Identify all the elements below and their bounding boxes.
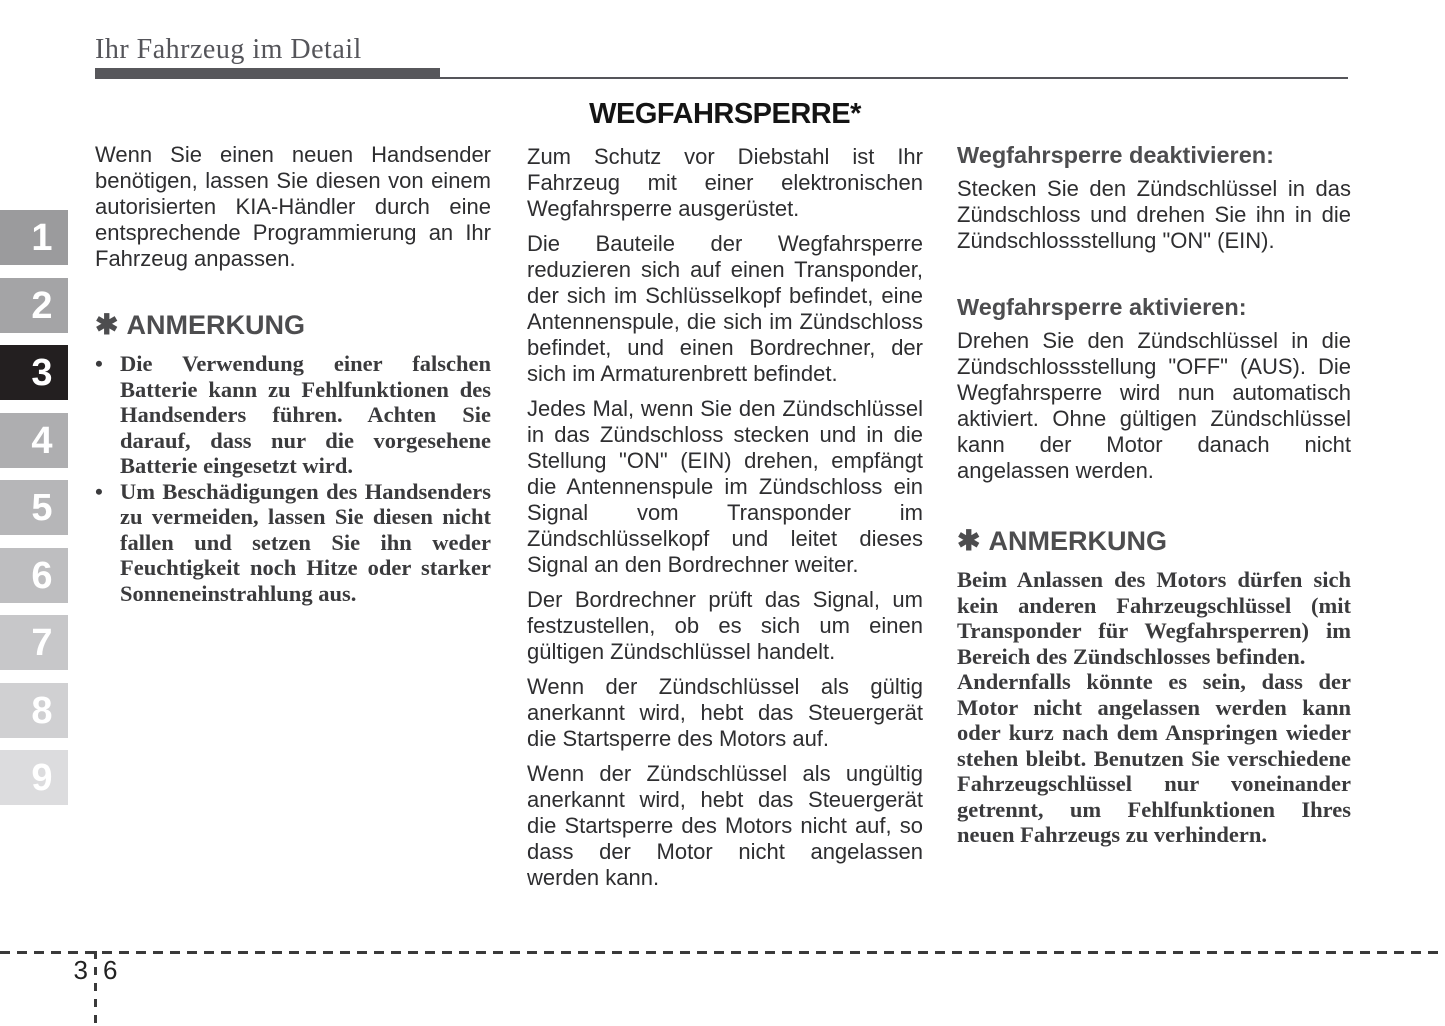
sidebar-tab-2[interactable] [0,278,68,333]
subsection-activate [957,294,1351,484]
bullet-icon: • [95,478,103,504]
asterisk-note-icon: ✱ [95,309,119,340]
page-title: Ihr Fahrzeug im Detail [95,34,362,65]
tab-label: 5 [31,486,53,529]
note-paragraph: Andernfalls könnte es sein, dass der Motor nicht angelassen werden kann oder kurz nach dem Anspringen wieder stehen bleibt. Benutzen Sie verschiedene Fahrzeugschlüssel nur voneinander getrennt, um Fehlfunktionen Ihres neuen Fahrzeugs zu verhindern. [957,669,1351,847]
footer-chapter-number: 3 [73,955,88,985]
note-block [957,524,1351,848]
subsection-heading: Wegfahrsperre aktivieren: [957,294,1247,320]
bullet-icon: • [95,351,103,376]
note-title: ANMERKUNG [988,526,1167,556]
column-center [527,98,923,891]
section-title: WEGFAHRSPERRE* [589,98,861,130]
tab-label: 7 [31,621,53,664]
sidebar-tab-4[interactable] [0,413,68,468]
paragraph: Drehen Sie den Zündschlüssel in die Zündschlossstellung "OFF" (AUS). Die Wegfahrsperre wird nun automatisch aktiviert. Ohne gültigen Zündschlüssel kann der Motor danach nicht angelassen werden. [957,328,1351,483]
note-bullet-text: Die Verwendung einer falschen Batterie kann zu Fehlfunktionen des Handsenders führen. Achten Sie darauf, dass nur die vorgesehene Batterie eingesetzt wird. [120,351,491,478]
note-list [95,351,491,606]
subsection-heading: Wegfahrsperre deaktivieren: [957,142,1274,168]
column-right [957,142,1351,848]
footer-divider-line [94,951,97,1026]
paragraph: Wenn der Zündschlüssel als ungültig anerkannt wird, hebt das Steuergerät die Startsperre des Motors nicht auf, so dass der Motor nicht angelassen werden kann. [527,761,923,890]
paragraph: Zum Schutz vor Diebstahl ist Ihr Fahrzeug mit einer elektronischen Wegfahrsperre ausgerüstet. [527,144,923,221]
paragraph: Wenn der Zündschlüssel als gültig anerkannt wird, hebt das Steuergerät die Startsperre des Motors auf. [527,674,923,751]
paragraph: Der Bordrechner prüft das Signal, um festzustellen, ob es sich um einen gültigen Zündschlüssel handelt. [527,587,923,664]
tab-label: 9 [31,756,53,799]
tab-label: 3 [31,351,53,394]
column-left [95,142,491,606]
paragraph: Stecken Sie den Zündschlüssel in das Zündschloss und drehen Sie ihn in die Zündschlossstellung "ON" (EIN). [957,176,1351,253]
sidebar-tab-1[interactable] [0,210,68,265]
note-block [95,308,491,606]
subsection-deactivate [957,142,1351,254]
tab-label: 1 [31,216,53,259]
sidebar-tab-3-active[interactable] [0,345,68,400]
note-heading [957,524,1351,557]
sidebar-tab-8[interactable] [0,683,68,738]
tab-label: 6 [31,554,53,597]
tab-label: 4 [31,419,53,462]
paragraph: Jedes Mal, wenn Sie den Zündschlüssel in das Zündschloss stecken und in die Stellung "ON" (EIN) drehen, empfängt die Antennenspule im Zündschloss ein Signal vom Transponder im Zündschlüsselkopf und leitet dieses Signal an den Bordrechner weiter. [527,396,923,577]
note-bullet-text: Um Beschädigungen des Handsenders zu vermeiden, lassen Sie diesen nicht fallen und setzen Sie ihn weder Feuchtigkeit noch Hitze oder starker Sonneneinstrahlung aus. [120,478,491,606]
note-title: ANMERKUNG [126,310,305,340]
list-item [95,479,491,607]
list-item [95,351,491,479]
asterisk-note-icon: ✱ [957,525,981,556]
footer-page-number: 6 [103,955,118,985]
paragraph: Die Bauteile der Wegfahrsperre reduzieren sich auf einen Transponder, der sich im Schlüsselkopf befindet, eine Antennenspule, die sich im Zündschloss befindet, und einen Bordrechner, der sich im Armaturenbrett befindet. [527,231,923,386]
footer-dashed-line [0,951,1445,954]
note-heading [95,308,491,341]
sidebar-tab-6[interactable] [0,548,68,603]
header-rule-thick [95,68,440,79]
tab-label: 8 [31,689,53,732]
sidebar-tab-5[interactable] [0,480,68,535]
sidebar-tab-9[interactable] [0,750,68,805]
intro-paragraph: Wenn Sie einen neuen Handsender benötigen, lassen Sie diesen von einem autorisierten KIA-Händler durch eine entsprechende Programmierung an Ihr Fahrzeug anpassen. [95,142,491,271]
sidebar-tab-7[interactable] [0,615,68,670]
note-paragraph: Beim Anlassen des Motors dürfen sich kein anderen Fahrzeugschlüssel (mit Transponder für Wegfahrsperren) im Bereich des Zündschlosses befinden. [957,567,1351,669]
tab-label: 2 [31,284,53,327]
